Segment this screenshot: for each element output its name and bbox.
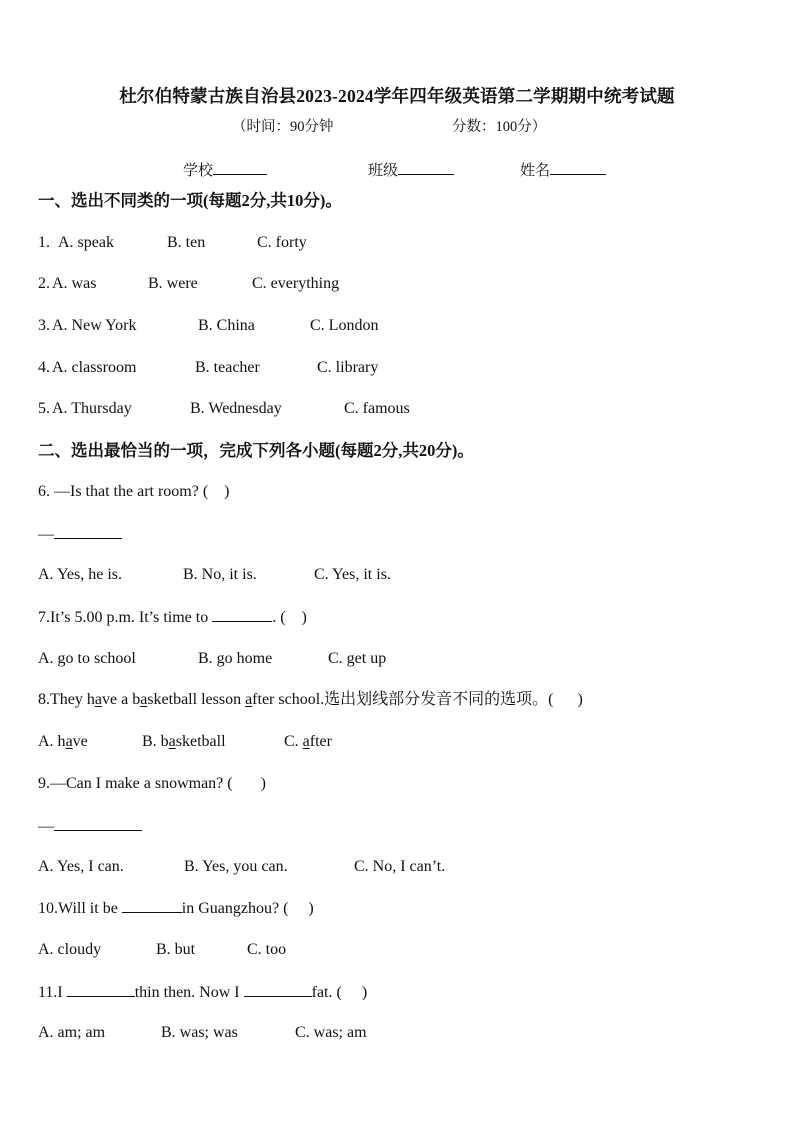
section2-heading: 二、选出最恰当的一项，完成下列各小题(每题2分,共20分)。 (38, 441, 474, 460)
question-7-option-b: B. go home (198, 650, 273, 667)
class-label: 班级 (368, 163, 399, 179)
underlined-letter: a (302, 733, 310, 750)
option-text: C. (284, 733, 303, 750)
option-text: sketball (175, 733, 226, 750)
option-c: C. famous (344, 400, 410, 417)
question-6-answer-line (38, 524, 122, 545)
underlined-letter: a (94, 691, 102, 708)
option-text: fter (309, 733, 332, 750)
school-field (183, 160, 267, 181)
answer-blank (54, 524, 122, 539)
question-8-option-c (284, 732, 332, 752)
section1-heading: 一、选出不同类的一项(每题2分,共10分)。 (38, 191, 342, 210)
option-text: B. b (142, 733, 169, 750)
stem-text: fat. ( ) (311, 984, 368, 1001)
stem-text: 8.They h (38, 691, 95, 708)
answer-blank (244, 982, 312, 997)
option-c: C. forty (257, 234, 307, 251)
question-11-option-c: C. was; am (295, 1024, 367, 1041)
question-10-option-c: C. too (247, 941, 287, 958)
page-title: 杜尔伯特蒙古族自治县2023-2024学年四年级英语第二学期期中统考试题 (119, 86, 675, 106)
stem-text: 7.It’s 5.00 p.m. It’s time to (38, 609, 213, 626)
option-c: C. London (310, 317, 379, 334)
name-label: 姓名 (520, 163, 551, 179)
question-number: 3. (38, 317, 50, 334)
exam-time: （时间：90分钟 (232, 119, 334, 135)
exam-score: 分数：100分） (452, 119, 547, 135)
question-9-stem: 9.—Can I make a snowman? ( ) (38, 775, 266, 792)
question-6-option-a: A. Yes, he is. (38, 566, 123, 583)
question-number: 5. (38, 400, 50, 417)
question-8-stem (38, 690, 583, 710)
question-7-option-c: C. get up (328, 650, 387, 667)
answer-blank (54, 816, 142, 831)
underlined-letter: a (245, 691, 253, 708)
option-b: B. ten (167, 234, 206, 251)
question-6-option-c: C. Yes, it is. (314, 566, 391, 583)
underlined-letter: a (168, 733, 176, 750)
name-field (520, 160, 606, 181)
stem-text: 11.I (38, 984, 67, 1001)
dash: — (38, 818, 54, 835)
stem-text: in Guangzhou? ( ) (181, 900, 314, 917)
question-7-option-a: A. go to school (38, 650, 136, 667)
underlined-letter: a (65, 733, 73, 750)
class-field (368, 160, 454, 181)
question-8-option-b (142, 732, 226, 752)
option-c: C. library (317, 359, 379, 376)
option-b: B. China (198, 317, 255, 334)
school-blank (213, 160, 267, 175)
question-number: 1. (38, 234, 54, 251)
question-8-option-a (38, 732, 88, 752)
answer-blank (67, 982, 135, 997)
option-a: A. Thursday (52, 400, 132, 417)
question-10-option-a: A. cloudy (38, 941, 102, 958)
underlined-letter: a (140, 691, 148, 708)
answer-blank (212, 607, 272, 622)
stem-text: 10.Will it be (38, 900, 122, 917)
stem-text: fter school.选出划线部分发音不同的选项。( ) (252, 691, 583, 708)
question-10-stem (38, 898, 314, 919)
stem-text: thin then. Now I (134, 984, 244, 1001)
option-a: A. classroom (52, 359, 137, 376)
question-number: 2. (38, 275, 50, 292)
question-9-option-c: C. No, I can’t. (354, 858, 446, 875)
answer-blank (122, 898, 182, 913)
option-c: C. everything (252, 275, 340, 292)
stem-text: sketball lesson (147, 691, 246, 708)
question-11-stem (38, 982, 367, 1003)
question-7-stem (38, 607, 307, 628)
stem-text: ve a b (101, 691, 141, 708)
question-11-option-b: B. was; was (161, 1024, 238, 1041)
option-text: ve (72, 733, 88, 750)
option-a: A. New York (52, 317, 137, 334)
question-9-answer-line (38, 816, 142, 837)
option-b: B. were (148, 275, 198, 292)
question-6-option-b: B. No, it is. (183, 566, 257, 583)
option-b: B. teacher (195, 359, 260, 376)
school-label: 学校 (183, 163, 214, 179)
option-b: B. Wednesday (190, 400, 282, 417)
question-10-option-b: B. but (156, 941, 196, 958)
question-9-option-a: A. Yes, I can. (38, 858, 124, 875)
option-a: A. speak (58, 234, 114, 251)
question-11-option-a: A. am; am (38, 1024, 106, 1041)
question-9-option-b: B. Yes, you can. (184, 858, 288, 875)
option-a: A. was (52, 275, 97, 292)
dash: — (38, 526, 54, 543)
name-blank (550, 160, 606, 175)
question-6-stem: 6. —Is that the art room? ( ) (38, 483, 230, 500)
class-blank (398, 160, 454, 175)
stem-text: . ( ) (272, 609, 307, 626)
question-number: 4. (38, 359, 50, 376)
option-text: A. h (38, 733, 66, 750)
